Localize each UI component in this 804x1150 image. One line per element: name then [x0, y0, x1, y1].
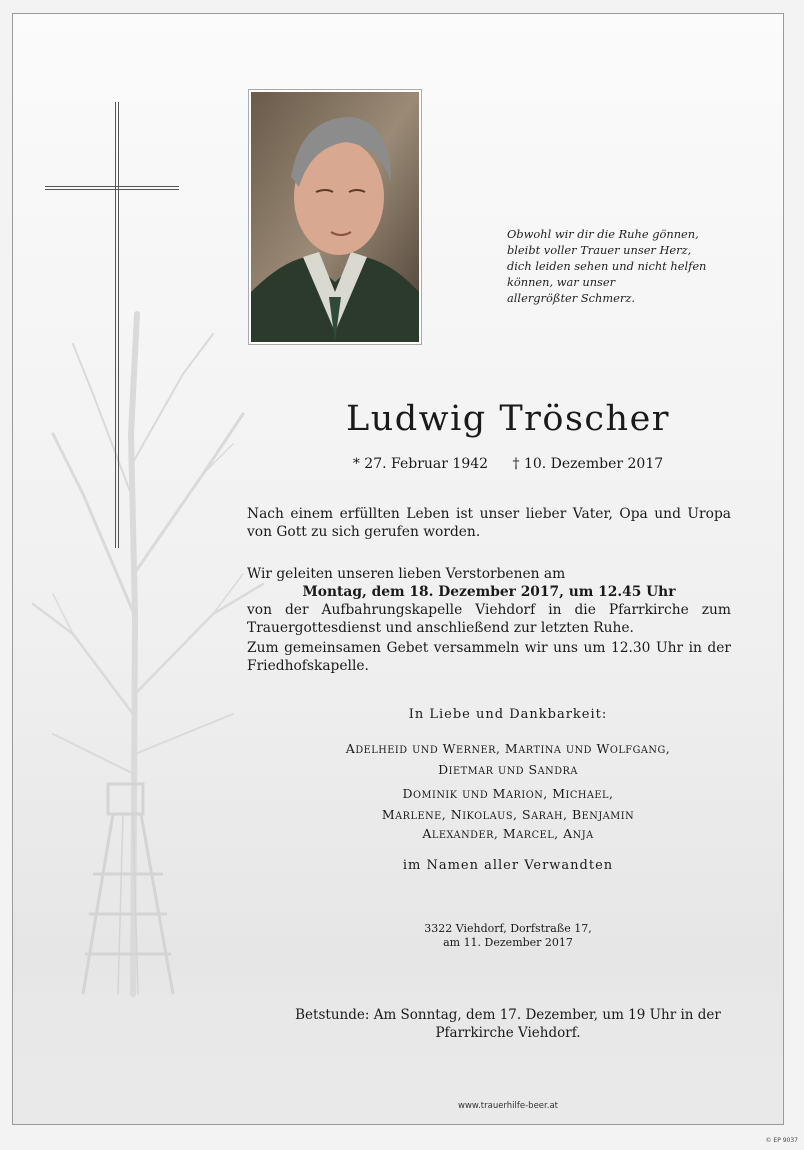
thanks-heading: In Liebe und Dankbarkeit: — [408, 707, 608, 722]
family-group-3 — [243, 824, 773, 845]
prayer-gathering-paragraph — [247, 639, 731, 675]
prayer-gathering-line: Zum gemeinsamen Gebet versammeln wir uns um 12.30 Uhr in der — [247, 640, 731, 656]
obituary-card — [12, 13, 784, 1125]
funeral-line: Trauergottesdienst und anschließend zur letzten Ruhe. — [247, 620, 634, 636]
family-line: DOMINIK UND MARION, MICHAEL, — [402, 786, 614, 801]
life-dates — [243, 456, 773, 472]
family-line: MARLENE, NIKOLAUS, SARAH, BENJAMIN — [381, 807, 635, 822]
prayer-hour-line: Betstunde: Am Sonntag, dem 17. Dezember, um 19 Uhr in der — [295, 1007, 721, 1023]
cross-vertical-bar — [115, 102, 119, 548]
portrait-photo — [248, 89, 422, 345]
poem-line: bleibt voller Trauer unser Herz, — [507, 243, 692, 257]
print-code: © EP 9037 — [765, 1137, 798, 1144]
memorial-poem — [507, 226, 747, 306]
announcement-line: Nach einem erfüllten Leben ist unser lieber Vater, Opa und Uropa — [247, 506, 731, 522]
poem-line: können, war unser — [507, 275, 616, 289]
place-date: am 11. Dezember 2017 — [443, 936, 573, 949]
announcement-paragraph — [247, 505, 731, 541]
cross-horizontal-bar — [45, 186, 179, 190]
place-address: 3322 Viehdorf, Dorfstraße 17, — [424, 922, 592, 935]
funeral-paragraph — [247, 565, 731, 637]
family-group-2 — [243, 784, 773, 826]
death-date: † 10. Dezember 2017 — [512, 456, 664, 472]
poem-line: dich leiden sehen und nicht helfen — [507, 259, 707, 273]
family-line: DIETMAR UND SANDRA — [438, 762, 578, 777]
deceased-name: Ludwig Tröscher — [345, 399, 671, 439]
prayer-hour — [243, 1006, 773, 1042]
prayer-gathering-line: Friedhofskapelle. — [247, 658, 369, 674]
funeral-line: von der Aufbahrungskapelle Viehdorf in die Pfarrkirche zum — [247, 602, 731, 618]
prayer-hour-line: Pfarrkirche Viehdorf. — [435, 1025, 581, 1041]
portrait-image — [251, 92, 419, 342]
poem-line: allergrößter Schmerz. — [507, 291, 635, 305]
place-and-date — [243, 922, 773, 950]
poem-line: Obwohl wir dir die Ruhe gönnen, — [507, 227, 699, 241]
on-behalf-line: im Namen aller Verwandten — [402, 858, 614, 873]
funeral-intro: Wir geleiten unseren lieben Verstorbenen am — [247, 566, 566, 582]
website-link[interactable]: www.trauerhilfe-beer.at — [458, 1101, 558, 1111]
birth-date: * 27. Februar 1942 — [352, 456, 489, 472]
announcement-line: von Gott zu sich gerufen worden. — [247, 524, 481, 540]
funeral-datetime: Montag, dem 18. Dezember 2017, um 12.45 Uhr — [302, 584, 676, 600]
family-line: ALEXANDER, MARCEL, ANJA — [422, 826, 594, 841]
family-group-1 — [243, 739, 773, 781]
family-line: ADELHEID UND WERNER, MARTINA UND WOLFGANG, — [345, 741, 671, 756]
